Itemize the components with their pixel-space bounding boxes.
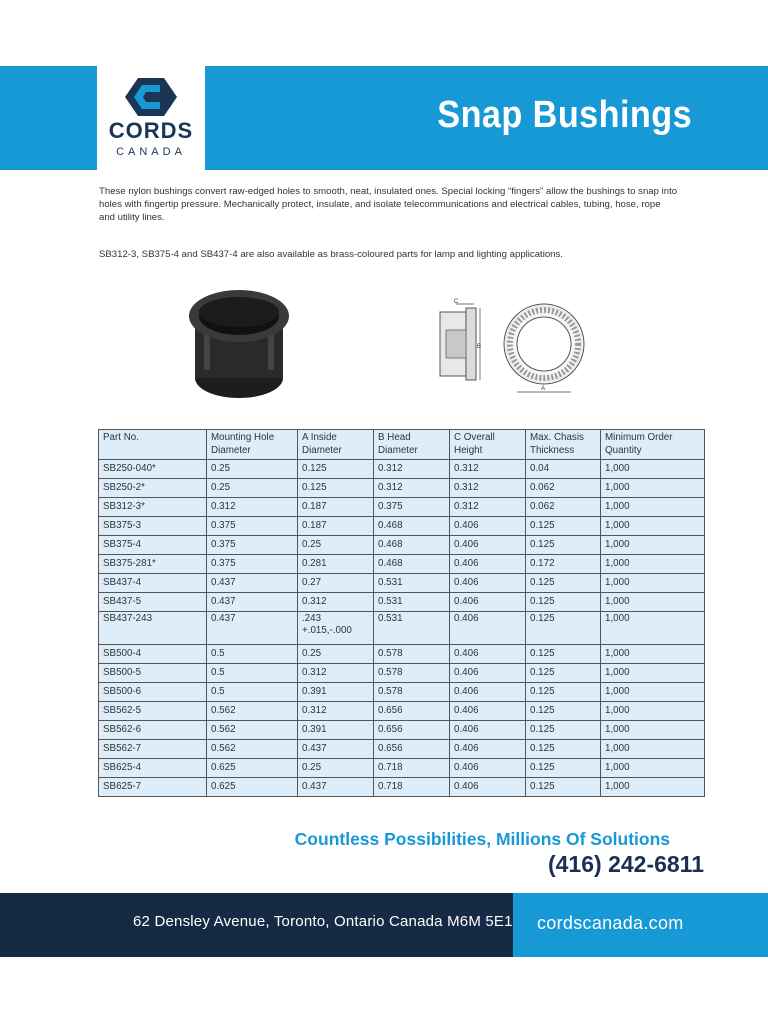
table-cell: 0.406 [450, 645, 526, 664]
spec-table [98, 429, 705, 797]
table-cell: 1,000 [601, 759, 705, 778]
table-cell: 1,000 [601, 702, 705, 721]
table-cell: 1,000 [601, 645, 705, 664]
table-cell: 0.391 [298, 683, 374, 702]
table-cell: SB375-281* [99, 555, 207, 574]
table-cell: 1,000 [601, 555, 705, 574]
table-cell: 1,000 [601, 536, 705, 555]
table-cell: 0.125 [298, 460, 374, 479]
table-cell: 0.468 [374, 536, 450, 555]
table-cell: 0.718 [374, 759, 450, 778]
table-cell: 0.406 [450, 702, 526, 721]
footer [0, 893, 768, 957]
table-cell: 0.25 [298, 645, 374, 664]
table-cell: 0.406 [450, 536, 526, 555]
table-cell: 0.406 [450, 517, 526, 536]
table-cell: 0.625 [207, 759, 298, 778]
table-cell: 0.312 [450, 460, 526, 479]
table-cell: SB250-040* [99, 460, 207, 479]
footer-website-box [513, 893, 768, 957]
table-row [99, 664, 705, 683]
table-row [99, 536, 705, 555]
table-cell: 0.406 [450, 759, 526, 778]
page-title: Snap Bushings [437, 94, 692, 136]
table-row [99, 498, 705, 517]
table-row [99, 517, 705, 536]
table-cell: 0.125 [526, 517, 601, 536]
table-cell: 0.125 [526, 612, 601, 645]
table-row [99, 555, 705, 574]
table-header-row [99, 430, 705, 460]
table-cell: 0.437 [298, 740, 374, 759]
table-cell: 0.125 [526, 536, 601, 555]
table-cell: SB625-4 [99, 759, 207, 778]
table-cell: 0.468 [374, 555, 450, 574]
table-cell: 0.375 [207, 555, 298, 574]
table-row [99, 645, 705, 664]
table-cell: 0.312 [298, 593, 374, 612]
table-cell: 1,000 [601, 460, 705, 479]
table-cell: 0.125 [526, 664, 601, 683]
table-cell: 0.5 [207, 664, 298, 683]
table-cell: 0.27 [298, 574, 374, 593]
table-cell: 0.125 [526, 759, 601, 778]
table-cell: 0.5 [207, 683, 298, 702]
dimension-label-b: B [477, 344, 482, 350]
table-cell: 0.406 [450, 612, 526, 645]
col-head-diameter: B Head Diameter [374, 430, 450, 460]
table-cell: 0.125 [526, 593, 601, 612]
table-cell: 0.312 [374, 479, 450, 498]
table-cell: 0.5 [207, 645, 298, 664]
table-cell: 1,000 [601, 574, 705, 593]
table-cell: SB500-5 [99, 664, 207, 683]
phone-number[interactable]: (416) 242-6811 [547, 851, 704, 877]
table-cell: 0.406 [450, 555, 526, 574]
table-cell: 0.656 [374, 721, 450, 740]
intro-paragraph: These nylon bushings convert raw-edged holes to smooth, neat, insulated ones. Special locking “fingers” allow the bushings to snap into holes with fingertip pressure. Mechanically protect, insulate, and isolate telecommunications and electrical cables, tubing, hose, rope and utility lines. [99, 186, 678, 223]
table-row [99, 479, 705, 498]
table-cell: 0.125 [526, 683, 601, 702]
table-cell: 0.312 [298, 702, 374, 721]
table-cell: 0.062 [526, 498, 601, 517]
table-row [99, 683, 705, 702]
table-cell: 0.437 [207, 593, 298, 612]
table-cell: 0.531 [374, 593, 450, 612]
table-cell: SB625-7 [99, 778, 207, 797]
table-cell: 0.437 [298, 778, 374, 797]
table-cell: SB437-5 [99, 593, 207, 612]
table-cell: 0.312 [374, 460, 450, 479]
footer-address: 62 Densley Avenue, Toronto, Ontario Canada M6M 5E1 [133, 913, 513, 930]
website-link[interactable]: cordscanada.com [537, 913, 684, 933]
table-cell: 0.406 [450, 683, 526, 702]
table-cell: SB312-3* [99, 498, 207, 517]
table-cell: 0.578 [374, 683, 450, 702]
table-cell: 1,000 [601, 683, 705, 702]
table-cell: SB500-4 [99, 645, 207, 664]
table-cell: 0.531 [374, 574, 450, 593]
table-cell: 0.25 [298, 759, 374, 778]
table-row [99, 759, 705, 778]
table-cell: SB562-6 [99, 721, 207, 740]
table-cell: 0.062 [526, 479, 601, 498]
table-cell: 0.562 [207, 721, 298, 740]
table-cell: SB500-6 [99, 683, 207, 702]
col-mounting-hole: Mounting Hole Diameter [207, 430, 298, 460]
table-cell: 0.312 [450, 479, 526, 498]
table-cell: 1,000 [601, 778, 705, 797]
table-cell: 0.312 [298, 664, 374, 683]
table-cell: 0.125 [526, 778, 601, 797]
table-cell: 0.187 [298, 498, 374, 517]
table-row [99, 740, 705, 759]
dimension-drawing [428, 296, 598, 400]
table-cell: 0.437 [207, 574, 298, 593]
table-cell: 0.125 [298, 479, 374, 498]
table-row [99, 460, 705, 479]
table-cell: 0.406 [450, 721, 526, 740]
table-cell: 0.437 [207, 612, 298, 645]
cords-logo-icon [125, 78, 177, 116]
table-cell: 1,000 [601, 498, 705, 517]
dimension-label-a: A [541, 386, 546, 392]
table-cell: 0.25 [207, 479, 298, 498]
col-chasis-thickness: Max. Chasis Thickness [526, 430, 601, 460]
table-cell: 0.312 [450, 498, 526, 517]
table-cell: 0.656 [374, 702, 450, 721]
table-cell: 0.125 [526, 740, 601, 759]
logo-name: CORDS [108, 118, 194, 143]
table-cell: SB562-5 [99, 702, 207, 721]
table-cell: SB562-7 [99, 740, 207, 759]
table-cell: 0.312 [207, 498, 298, 517]
table-cell: 0.375 [207, 536, 298, 555]
dimension-label-c: C [454, 299, 459, 305]
table-row [99, 593, 705, 612]
logo-subname: CANADA [116, 146, 186, 158]
table-cell: 1,000 [601, 517, 705, 536]
logo[interactable] [97, 66, 205, 170]
col-part-no: Part No. [99, 430, 207, 460]
table-cell: 0.125 [526, 721, 601, 740]
table-cell: 0.406 [450, 740, 526, 759]
tagline: Countless Possibilities, Millions Of Solutions [294, 829, 670, 849]
table-row [99, 778, 705, 797]
table-cell: 1,000 [601, 612, 705, 645]
table-cell: .243 +.015,-.000 [298, 612, 374, 645]
table-cell: 0.562 [207, 740, 298, 759]
table-cell: 0.625 [207, 778, 298, 797]
table-row [99, 721, 705, 740]
table-cell: 0.406 [450, 574, 526, 593]
table-cell: 0.406 [450, 778, 526, 797]
table-cell: 0.406 [450, 593, 526, 612]
table-cell: 0.375 [207, 517, 298, 536]
table-cell: 0.578 [374, 645, 450, 664]
table-cell: 0.281 [298, 555, 374, 574]
snap-bushing-photo [184, 286, 294, 402]
availability-note: SB312-3, SB375-4 and SB437-4 are also available as brass-coloured parts for lamp and lighting applications. [99, 249, 563, 260]
table-cell: 1,000 [601, 479, 705, 498]
table-cell: SB250-2* [99, 479, 207, 498]
table-cell: 0.578 [374, 664, 450, 683]
table-cell: 1,000 [601, 593, 705, 612]
table-cell: SB437-4 [99, 574, 207, 593]
table-cell: 0.187 [298, 517, 374, 536]
table-row [99, 612, 705, 645]
table-cell: 0.172 [526, 555, 601, 574]
table-row [99, 574, 705, 593]
col-inside-diameter: A Inside Diameter [298, 430, 374, 460]
table-cell: 0.125 [526, 574, 601, 593]
table-cell: 0.25 [298, 536, 374, 555]
table-cell: 0.391 [298, 721, 374, 740]
table-cell: 0.531 [374, 612, 450, 645]
col-overall-height: C Overall Height [450, 430, 526, 460]
table-cell: 0.125 [526, 702, 601, 721]
table-cell: SB375-4 [99, 536, 207, 555]
table-cell: 0.562 [207, 702, 298, 721]
table-cell: 0.125 [526, 645, 601, 664]
table-row [99, 702, 705, 721]
table-cell: 1,000 [601, 721, 705, 740]
col-min-order: Minimum Order Quantity [601, 430, 705, 460]
table-cell: 1,000 [601, 664, 705, 683]
table-cell: SB437-243 [99, 612, 207, 645]
table-cell: SB375-3 [99, 517, 207, 536]
table-cell: 0.656 [374, 740, 450, 759]
table-cell: 0.406 [450, 664, 526, 683]
table-cell: 0.375 [374, 498, 450, 517]
table-cell: 0.718 [374, 778, 450, 797]
table-cell: 1,000 [601, 740, 705, 759]
table-cell: 0.04 [526, 460, 601, 479]
table-cell: 0.25 [207, 460, 298, 479]
table-cell: 0.468 [374, 517, 450, 536]
